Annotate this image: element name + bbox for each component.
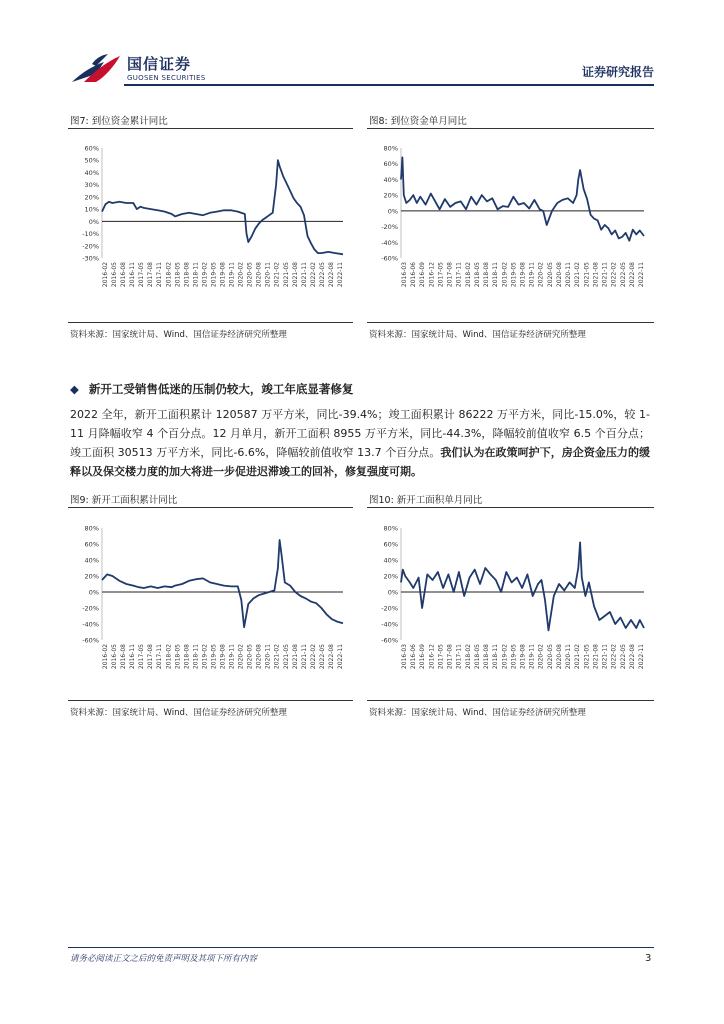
x-tick-label: 2022-11 [638,644,645,670]
x-tick-label: 2017-05 [138,644,146,670]
x-tick-label: 2022-02 [309,262,317,288]
y-tick-label: 80% [383,524,398,533]
y-tick-label: 20% [84,572,99,581]
x-tick-label: 2017-11 [156,644,164,670]
section-paragraph [70,405,650,481]
x-tick-label: 2017-08 [446,644,454,670]
x-tick-label: 2018-08 [183,262,191,288]
x-tick-label: 2017-05 [138,262,146,288]
footer-disclaimer: 请务必阅读正文之后的免责声明及其项下所有内容 [70,954,258,964]
x-tick-label: 2021-08 [291,644,299,670]
x-tick-label: 2020-05 [546,644,554,670]
x-tick-label: 2018-02 [165,262,173,288]
x-tick-label: 2018-08 [183,644,191,670]
figure-7-bottom-rule [68,322,353,323]
x-tick-label: 2020-02 [237,644,245,670]
x-tick-label: 2019-02 [201,262,209,288]
x-tick-label: 2018-08 [483,262,491,288]
x-tick-label: 2021-05 [282,644,290,670]
x-tick-label: 2022-08 [628,262,636,288]
x-tick-label: 2020-02 [537,644,545,670]
x-tick-label: 2021-08 [291,262,299,288]
x-tick-label: 2018-11 [192,262,200,288]
x-tick-label: 2016-11 [129,262,137,288]
x-tick-label: 2016-12 [428,262,436,288]
x-tick-label: 2018-02 [165,644,173,670]
x-tick-label: 2017-11 [156,262,164,288]
x-tick-label: 2021-11 [601,262,609,288]
y-tick-label: 60% [84,144,99,153]
x-tick-label: 2020-08 [255,644,263,670]
figure-7-top-rule [68,128,353,129]
x-tick-label: 2016-03 [401,644,408,670]
x-tick-label: 2021-11 [300,644,308,670]
y-tick-label: 0% [387,588,398,597]
x-tick-label: 2020-05 [246,262,254,288]
x-tick-label: 2019-02 [501,644,509,670]
x-tick-label: 2016-12 [428,644,436,670]
y-tick-label: -30% [82,254,99,263]
y-tick-label: 10% [84,205,99,214]
series-line [102,540,343,627]
y-tick-label: 20% [84,193,99,202]
x-tick-label: 2016-02 [102,644,109,670]
y-tick-label: 20% [383,572,398,581]
x-tick-label: 2018-02 [464,644,472,670]
x-tick-label: 2016-08 [120,644,128,670]
x-tick-label: 2016-11 [129,644,137,670]
figure-7-source: 资料来源：国家统计局、Wind、国信证券经济研究所整理 [70,330,287,340]
series-line [401,157,644,240]
figure-10-top-rule [367,507,654,508]
y-tick-label: 0% [387,207,398,216]
x-tick-label: 2019-02 [201,644,209,670]
x-tick-label: 2017-05 [437,262,445,288]
logo [70,52,122,86]
x-tick-label: 2016-03 [401,262,408,288]
figure-9-bottom-rule [68,700,353,701]
y-tick-label: 40% [84,556,99,565]
y-tick-label: 60% [383,160,398,169]
y-tick-label: -60% [381,636,398,645]
x-tick-label: 2019-08 [519,644,527,670]
figure-10-title: 图10: 新开工面积单月同比 [369,495,483,506]
y-tick-label: -60% [381,254,398,263]
x-tick-label: 2016-05 [111,262,119,288]
y-tick-label: -20% [82,242,99,251]
x-tick-label: 2020-11 [565,644,573,670]
y-tick-label: -20% [381,223,398,232]
x-tick-label: 2022-02 [309,644,317,670]
y-tick-label: 80% [84,524,99,533]
x-tick-label: 2017-05 [437,644,445,670]
y-tick-label: 80% [383,144,398,153]
x-tick-label: 2018-11 [492,262,500,288]
y-tick-label: 60% [383,540,398,549]
x-tick-label: 2022-05 [318,644,326,670]
x-tick-label: 2016-06 [410,644,418,670]
x-tick-label: 2018-11 [192,644,200,670]
x-tick-label: 2019-11 [228,644,236,670]
figure-7-title: 图7: 到位资金累计同比 [70,116,168,127]
x-tick-label: 2016-06 [410,262,418,288]
x-tick-label: 2020-02 [537,262,545,288]
x-tick-label: 2016-02 [102,262,109,288]
x-tick-label: 2018-05 [174,262,182,288]
x-tick-label: 2020-05 [546,262,554,288]
x-tick-label: 2019-05 [510,262,518,288]
bullet-icon: ◆ [70,382,79,396]
x-tick-label: 2021-02 [273,644,281,670]
chart-fig7 [68,140,353,310]
x-tick-label: 2022-02 [610,644,618,670]
figure-8-top-rule [367,128,654,129]
x-tick-label: 2019-08 [219,262,227,288]
x-tick-label: 2018-08 [483,644,491,670]
x-tick-label: 2020-05 [246,644,254,670]
chart-fig8 [367,140,654,310]
figure-9-source: 资料来源：国家统计局、Wind、国信证券经济研究所整理 [70,708,287,718]
x-tick-label: 2022-08 [327,262,335,288]
y-tick-label: -20% [381,604,398,613]
y-tick-label: 0% [88,217,99,226]
y-tick-label: -40% [82,620,99,629]
x-tick-label: 2021-05 [583,262,591,288]
x-tick-label: 2019-05 [210,644,218,670]
y-tick-label: 40% [84,168,99,177]
x-tick-label: 2018-05 [473,644,481,670]
figure-10-bottom-rule [367,700,654,701]
figure-9-top-rule [68,507,353,508]
x-tick-label: 2016-08 [120,262,128,288]
figure-8-source: 资料来源：国家统计局、Wind、国信证券经济研究所整理 [369,330,586,340]
x-tick-label: 2021-02 [574,262,582,288]
section-heading-text: 新开工受销售低迷的压制仍较大，竣工年底显著修复 [88,382,354,396]
y-tick-label: 40% [383,556,398,565]
x-tick-label: 2019-05 [510,644,518,670]
x-tick-label: 2019-08 [519,262,527,288]
chart-fig10 [367,520,654,692]
x-tick-label: 2016-05 [111,644,119,670]
x-tick-label: 2019-08 [219,644,227,670]
x-tick-label: 2018-11 [492,644,500,670]
x-tick-label: 2018-05 [174,644,182,670]
x-tick-label: 2021-08 [592,644,600,670]
series-line [102,160,343,254]
x-tick-label: 2022-08 [628,644,636,670]
y-tick-label: -10% [82,230,99,239]
x-tick-label: 2019-11 [528,644,536,670]
y-tick-label: 20% [383,191,398,200]
x-tick-label: 2017-08 [147,644,155,670]
x-tick-label: 2019-11 [228,262,236,288]
x-tick-label: 2022-05 [318,262,326,288]
header-rule [124,84,654,86]
x-tick-label: 2017-08 [147,262,155,288]
x-tick-label: 2019-11 [528,262,536,288]
x-tick-label: 2022-11 [638,262,645,288]
y-tick-label: 40% [383,175,398,184]
report-type: 证券研究报告 [582,65,655,79]
chart-fig9 [68,520,353,692]
x-tick-label: 2020-11 [264,262,272,288]
paragraph-text: 2022 全年，新开工面积累计 120587 万平方米，同比-39.4%；竣工面积累计 86222 万平方米，同比-15.0%，较 1-11 月降幅收窄 4 个百分点。12 月单月，新开工面积 8955 万平方米，同比-44.3%，降幅较前值收窄 6.5 个百分点；竣工面积 30513 万平方米，同比-6.6%，降幅较前值收窄 13.7 个百分点。 [70,408,650,459]
y-tick-label: -40% [381,620,398,629]
section-heading [70,381,353,397]
x-tick-label: 2018-05 [473,262,481,288]
x-tick-label: 2021-05 [282,262,290,288]
x-tick-label: 2022-11 [337,644,344,670]
logo-subtitle: GUOSEN SECURITIES [127,74,206,82]
x-tick-label: 2021-05 [583,644,591,670]
x-tick-label: 2020-08 [555,262,563,288]
x-tick-label: 2021-08 [592,262,600,288]
guosen-logo-icon [70,52,122,86]
y-tick-label: 30% [84,181,99,190]
x-tick-label: 2021-11 [601,644,609,670]
footer-rule [68,947,654,948]
x-tick-label: 2022-05 [619,262,627,288]
y-tick-label: -40% [381,238,398,247]
x-tick-label: 2020-02 [237,262,245,288]
y-tick-label: 50% [84,156,99,165]
x-tick-label: 2022-11 [337,262,344,288]
x-tick-label: 2022-05 [619,644,627,670]
figure-8-bottom-rule [367,322,654,323]
x-tick-label: 2019-05 [210,262,218,288]
x-tick-label: 2022-02 [610,262,618,288]
figure-9-title: 图9: 新开工面积累计同比 [70,495,178,506]
paragraph-conclusion: 我们认为在政策呵护下，房企资金压力的缓释以及保交楼力度的加大将进一步促进迟滞竣工的回补，修复强度可期。 [70,446,651,478]
x-tick-label: 2017-08 [446,262,454,288]
x-tick-label: 2021-11 [300,262,308,288]
x-tick-label: 2020-11 [264,644,272,670]
x-tick-label: 2017-11 [455,262,463,288]
y-tick-label: -20% [82,604,99,613]
x-tick-label: 2017-11 [455,644,463,670]
x-tick-label: 2021-02 [273,262,281,288]
logo-text: 国信证券 [127,55,192,73]
figure-10-source: 资料来源：国家统计局、Wind、国信证券经济研究所整理 [369,708,586,718]
x-tick-label: 2020-11 [565,262,573,288]
x-tick-label: 2016-09 [419,644,427,670]
x-tick-label: 2020-08 [555,644,563,670]
y-tick-label: -60% [82,636,99,645]
x-tick-label: 2016-09 [419,262,427,288]
x-tick-label: 2018-02 [464,262,472,288]
x-tick-label: 2019-02 [501,262,509,288]
x-tick-label: 2021-02 [574,644,582,670]
y-tick-label: 0% [88,588,99,597]
series-line [401,542,644,630]
y-tick-label: 60% [84,540,99,549]
figure-8-title: 图8: 到位资金单月同比 [369,116,467,127]
x-tick-label: 2022-08 [327,644,335,670]
page-number: 3 [645,953,652,964]
x-tick-label: 2020-08 [255,262,263,288]
